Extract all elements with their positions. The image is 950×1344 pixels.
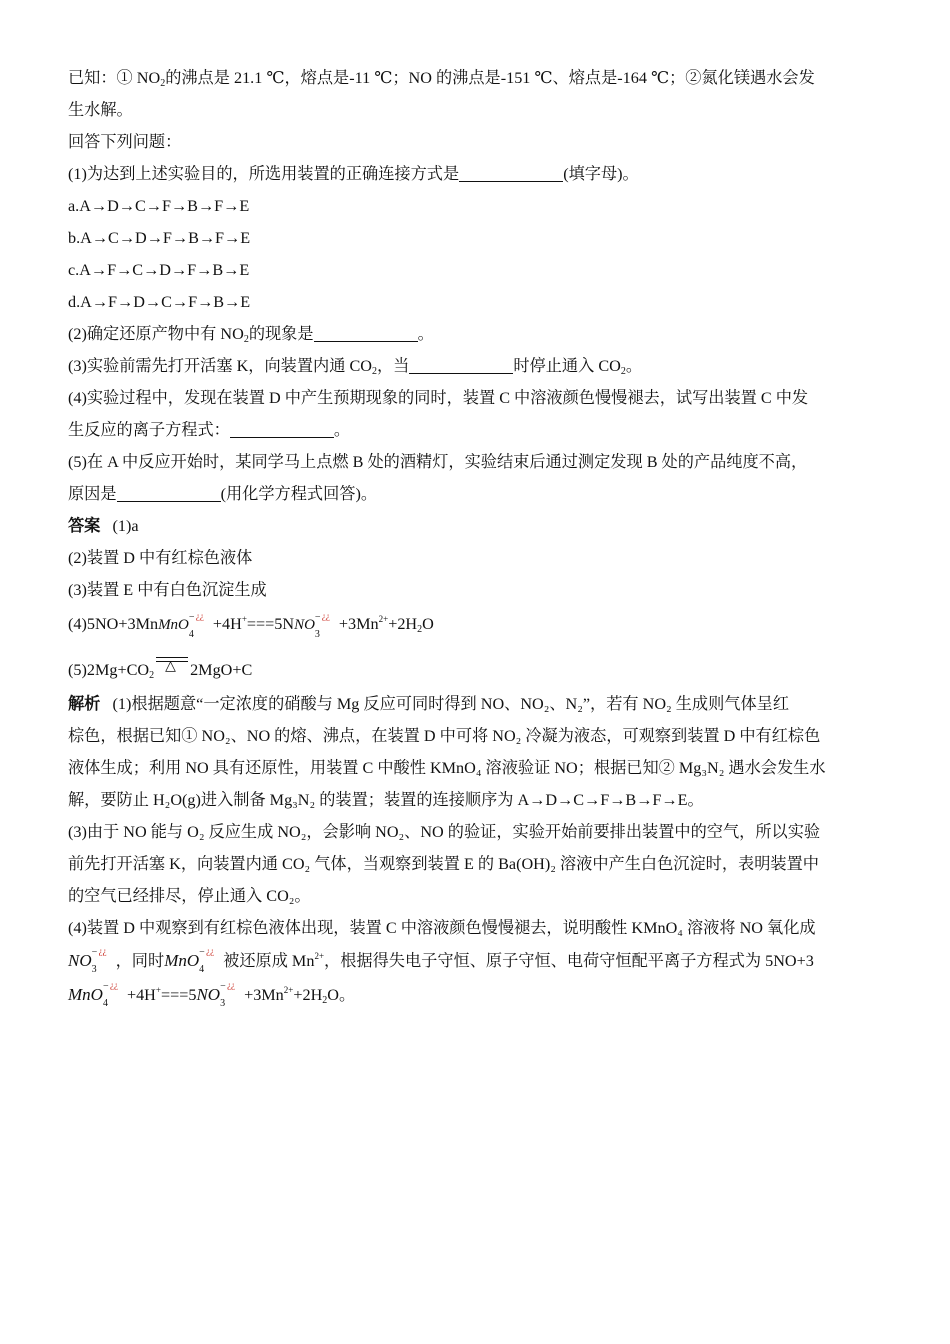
ion-charge: − ¿¿ 3 xyxy=(91,946,107,975)
question-1: (1)为达到上述实验目的，所选用装置的正确连接方式是 (填字母)。 xyxy=(68,165,639,183)
answer-line-1: 答案 (1)a xyxy=(68,517,139,535)
option-c: c.A→F→C→D→F→B→E xyxy=(68,261,250,279)
question-2: (2)确定还原产物中有 $NO_2$的现象是 。 xyxy=(68,325,434,345)
analysis-paragraph-4: (4)装置 D 中观察到有红棕色液体出现，装置 C 中溶液颜色慢慢褪去，说明酸性 KMnO₄ 溶液将 NO 氧化成 NO − ¿¿ 3 ，同时MnO − ¿¿ 4 被还原成 $Mn^{2+}$，根据得失电子守恒、原子守恒、电荷守恒配平离子方程式为 5NO+3 MnO − ¿¿ 4 +4H+===5NO − ¿¿ 3 $+3Mn^{2+}+2H_2O$。 xyxy=(68,919,816,1009)
option-d: d.A→F→D→C→F→B→E xyxy=(68,293,251,311)
ion-charge: − ¿¿ 3 xyxy=(314,611,330,640)
question-3: (3)实验前需先打开活塞 K，向装置内通 $CO_2$，当 时停止通入 $CO_2$。 xyxy=(68,357,643,377)
ion-charge: − ¿¿ 4 xyxy=(199,946,215,975)
known-text: 的沸点是 21.1 ℃，熔点是-11 ℃；NO 的沸点是-151 ℃、熔点是-164 ℃；②氮化镁遇水会发 xyxy=(165,69,815,87)
answer-line-4: (4)5NO+3MnMnO − ¿¿ 4 +4H+===5NNO − ¿¿ 3 $+3Mn^{2+}+2H_2O$ xyxy=(68,606,880,640)
question-4-line-2: 生反应的离子方程式： 。 xyxy=(68,421,351,439)
answer-blank xyxy=(459,163,563,182)
analysis-paragraph-3: (3)由于 NO 能与 O₂ 反应生成 NO₂，会影响 NO₂、NO 的验证，实验开始前要排出装置中的空气，所以实验 前先打开活塞 K，向装置内通 CO₂ 气体，当观察到装置 E 的 Ba(OH)₂ 溶液中产生白色沉淀时，表明装置中 的空气已经排尽，停止通入 CO₂。 xyxy=(68,823,821,905)
heat-condition xyxy=(154,659,190,675)
option-b: b.A→C→D→F→B→F→E xyxy=(68,229,251,247)
question-5-line-1: (5)在 A 中反应开始时，某同学马上点燃 B 处的酒精灯，实验结束后通过测定发现 B 处的产品纯度不高， xyxy=(68,453,808,471)
answer-label: 答案 xyxy=(68,517,101,535)
ion-charge: − ¿¿ 4 xyxy=(188,611,204,640)
analysis-paragraph-1: 解析 (1)根据题意“一定浓度的硝酸与 Mg 反应可同时得到 NO、NO₂、N₂”，若有 NO₂ 生成则气体呈红 棕色，根据已知① NO₂、NO 的熔、沸点，在装置 D 中可将 NO₂ 冷凝为液态，可观察到装置 D 中有红棕色 液体生成；利用 NO 具有还原性，用装置 C 中酸性 KMnO₄ 溶液验证 NO；根据已知② Mg₃N₂ 遇水会发生水 解，要防止 H₂O(g)进入制备 Mg₃N₂ 的装置；装置的连接顺序为 A→D→C→F→B→F→E。 xyxy=(68,695,826,809)
prompt-line: 回答下列问题： xyxy=(68,133,182,151)
analysis-label: 解析 xyxy=(68,695,101,713)
question-5-line-2: 原因是 (用化学方程式回答)。 xyxy=(68,485,378,503)
answer-blank xyxy=(409,355,513,374)
answer-blank xyxy=(117,483,221,502)
answer-blank xyxy=(230,419,334,438)
document-page xyxy=(68,62,880,1010)
known-line-2: 生水解。 xyxy=(68,101,133,119)
known-text: 已知：① NO xyxy=(68,69,161,87)
answer-line-3: (3)装置 E 中有白色沉淀生成 xyxy=(68,581,267,599)
known-line-1: 已知：① $NO_2$的沸点是 21.1 ℃，熔点是-11 ℃；NO 的沸点是-151 ℃、熔点是-164 ℃；②氮化镁遇水会发 xyxy=(68,69,815,89)
ion-charge: − ¿¿ 4 xyxy=(102,980,118,1009)
answer-line-5: $(5)2Mg+CO_2$ △ 2MgO+C xyxy=(68,640,880,688)
option-a: a.A→D→C→F→B→F→E xyxy=(68,197,250,215)
ion-charge: − ¿¿ 3 xyxy=(220,980,236,1009)
heating-triangle-icon: △ xyxy=(165,659,176,674)
answer-blank xyxy=(314,323,418,342)
question-4-line-1: (4)实验过程中，发现在装置 D 中产生预期现象的同时，装置 C 中溶液颜色慢慢褪去，试写出装置 C 中发 xyxy=(68,389,809,407)
answer-line-2: (2)装置 D 中有红棕色液体 xyxy=(68,549,253,567)
